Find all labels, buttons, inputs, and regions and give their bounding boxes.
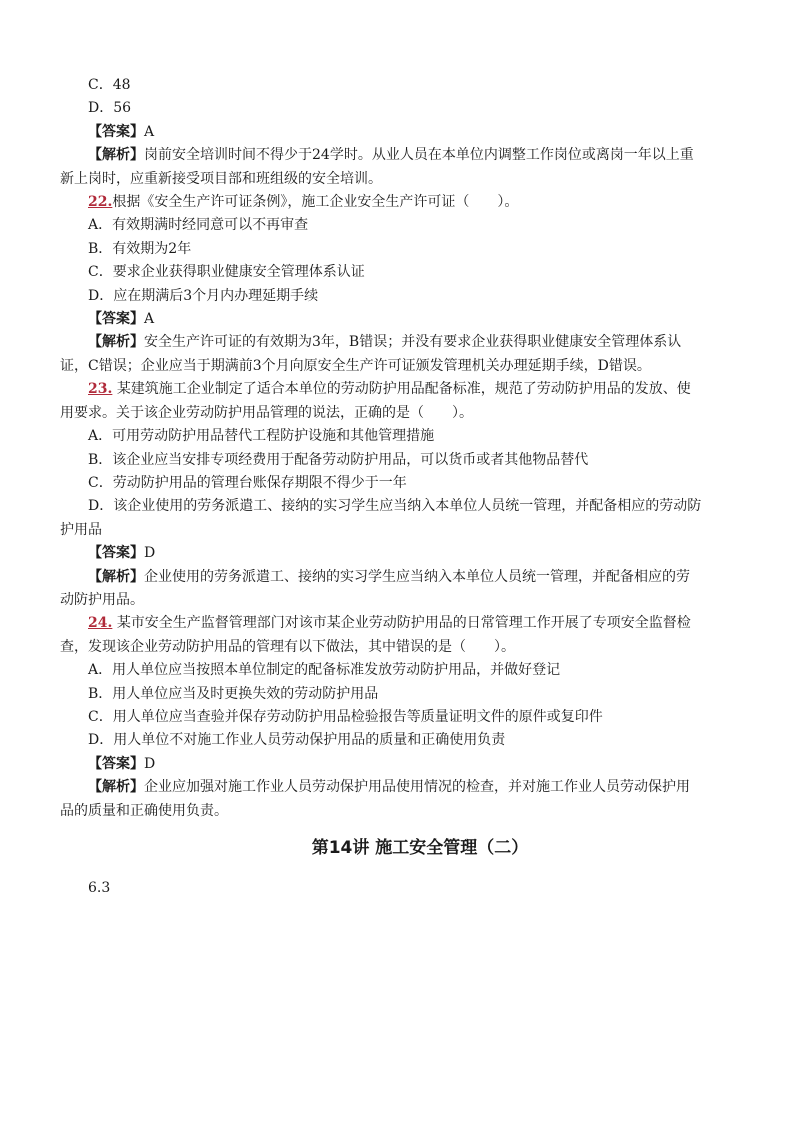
q24-option-c: C．用人单位应当查验并保存劳动防护用品检验报告等质量证明文件的原件或复印件 (88, 708, 603, 725)
q24-stem (60, 612, 740, 659)
q24-analysis (60, 776, 740, 823)
analysis-text-2: 证，C错误；企业应当于期满前3个月向原安全生产许可证颁发管理机关办理延期手续，D错误。 (60, 357, 651, 374)
answer-value: A (144, 123, 155, 140)
lecture-heading: 第14讲 施工安全管理（二） (311, 838, 529, 858)
analysis-label: 【解析】 (88, 334, 144, 351)
option-d-text-2: 护用品 (60, 521, 102, 538)
question-number: 22. (88, 194, 113, 211)
answer-label: 【答案】 (88, 755, 144, 772)
q22-option-c: C．要求企业获得职业健康安全管理体系认证 (88, 264, 365, 281)
q22-option-b: B．有效期为2年 (88, 240, 192, 257)
answer-label: 【答案】 (88, 311, 144, 328)
q23-analysis (60, 566, 740, 613)
q22-stem (60, 191, 740, 214)
question-text-2: 用要求。关于该企业劳动防护用品管理的说法，正确的是（ ）。 (60, 404, 473, 421)
analysis-text-2: 新上岗时，应重新接受项目部和班组级的安全培训。 (60, 170, 382, 187)
q24-answer (60, 753, 740, 776)
question-text-2: 查，发现该企业劳动防护用品的管理有以下做法，其中错误的是（ ）。 (60, 638, 515, 655)
q23-option-a: A．可用劳动防护用品替代工程防护设施和其他管理措施 (88, 428, 435, 445)
q22-answer (60, 308, 740, 331)
q23-option-c: C．劳动防护用品的管理台账保存期限不得少于一年 (88, 474, 407, 491)
analysis-text-2: 动防护用品。 (60, 591, 144, 608)
option-d-text-1: D．该企业使用的劳务派遣工、接纳的实习学生应当纳入本单位人员统一管理，并配备相应的劳动防 (88, 498, 702, 515)
q24-option-a: A．用人单位应当按照本单位制定的配备标准发放劳动防护用品，并做好登记 (88, 662, 561, 679)
section-number: 6.3 (88, 880, 111, 896)
analysis-label: 【解析】 (88, 568, 144, 585)
analysis-label: 【解析】 (88, 147, 144, 164)
q21-option-d: D．56 (88, 100, 132, 117)
question-number: 23. (88, 381, 113, 398)
question-text-1: 某市安全生产监督管理部门对该市某企业劳动防护用品的日常管理工作开展了专项安全监督检 (116, 615, 691, 632)
analysis-text-1: 岗前安全培训时间不得少于24学时。从业人员在本单位内调整工作岗位或离岗一年以上重 (144, 147, 694, 164)
answer-value: D (144, 755, 156, 772)
analysis-text-1: 企业使用的劳务派遣工、接纳的实习学生应当纳入本单位人员统一管理，并配备相应的劳 (144, 568, 690, 585)
q24-option-d: D．用人单位不对施工作业人员劳动保护用品的质量和正确使用负责 (88, 732, 506, 749)
q22-option-a: A．有效期满时经同意可以不再审查 (88, 217, 309, 234)
answer-value: A (144, 311, 155, 328)
analysis-text-1: 安全生产许可证的有效期为3年，B错误；并没有要求企业获得职业健康安全管理体系认 (144, 334, 682, 351)
answer-label: 【答案】 (88, 123, 144, 140)
q21-answer (60, 121, 740, 144)
q23-stem (60, 378, 740, 425)
question-text: 根据《安全生产许可证条例》，施工企业安全生产许可证（ ）。 (112, 194, 519, 211)
q21-analysis (60, 144, 740, 191)
question-text-1: 某建筑施工企业制定了适合本单位的劳动防护用品配备标准，规范了劳动防护用品的发放、使 (116, 381, 691, 398)
q23-option-b: B．该企业应当安排专项经费用于配备劳动防护用品，可以货币或者其他物品替代 (88, 451, 589, 468)
question-number: 24. (88, 615, 113, 632)
document-content (60, 74, 740, 900)
q23-answer (60, 542, 740, 565)
q23-option-d (60, 495, 740, 542)
q24-option-b: B．用人单位应当及时更换失效的劳动防护用品 (88, 685, 379, 702)
q22-analysis (60, 331, 740, 378)
q22-option-d: D．应在期满后3个月内办理延期手续 (88, 287, 319, 304)
analysis-text-2: 品的质量和正确使用负责。 (60, 802, 228, 819)
q21-option-c: C．48 (88, 77, 131, 93)
analysis-text-1: 企业应加强对施工作业人员劳动保护用品使用情况的检查，并对施工作业人员劳动保护用 (144, 779, 690, 796)
answer-label: 【答案】 (88, 545, 144, 562)
analysis-label: 【解析】 (88, 779, 144, 796)
answer-value: D (144, 545, 156, 562)
